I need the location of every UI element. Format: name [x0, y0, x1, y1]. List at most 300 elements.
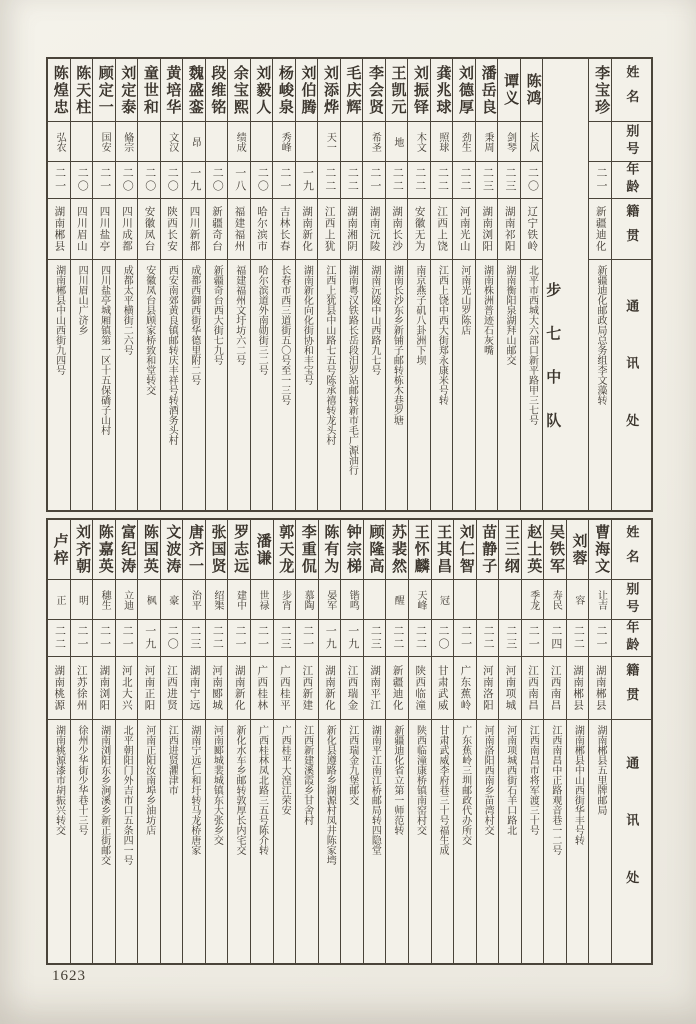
- roster-column: [205, 520, 228, 963]
- age-cell-text: 二二: [482, 625, 495, 651]
- age-cell: [206, 162, 228, 199]
- age-cell: [228, 162, 250, 199]
- address-cell-text: 新化县遵路乡湖源村凤井陈家塆: [324, 725, 336, 865]
- address-cell: [522, 720, 544, 963]
- native-place-cell-text: 广西桂平: [278, 665, 290, 711]
- age-cell: [364, 620, 386, 657]
- alias-cell: [138, 122, 160, 162]
- name-cell-text: 王怀麟: [412, 524, 429, 575]
- age-cell: [296, 162, 318, 199]
- section-label-column-text: 步七中队: [544, 281, 561, 456]
- alias-cell: [341, 122, 363, 162]
- name-cell-text: 陈鸿: [524, 73, 541, 107]
- name-cell-text: 刘蓉: [570, 532, 587, 567]
- address-cell: [228, 720, 250, 963]
- alias-cell-text: 绩成: [234, 131, 246, 152]
- age-cell: [363, 162, 385, 199]
- native-place-cell: [71, 199, 93, 260]
- alias-cell: [251, 580, 273, 620]
- age-cell: [273, 162, 295, 199]
- address-cell-text: 湖南衡阳泉湖拜山邮交: [503, 265, 515, 365]
- age-cell: [296, 620, 318, 657]
- age-cell: [432, 620, 454, 657]
- name-cell: [409, 520, 431, 580]
- native-place-cell-text: 湖南沅陵: [368, 206, 380, 252]
- address-cell: [341, 260, 363, 510]
- age-cell-text: 一九: [188, 167, 201, 193]
- name-cell-text: 刘定泰: [119, 64, 136, 116]
- age-cell: [183, 620, 205, 657]
- roster-column: [521, 520, 544, 963]
- age-cell-text: 二二: [413, 167, 426, 193]
- name-cell: [319, 520, 341, 580]
- name-cell-text: 刘振铎: [412, 64, 429, 116]
- alias-cell-text: 绍榘: [211, 589, 223, 610]
- age-cell-text: 二〇: [166, 625, 179, 651]
- alias-cell: [544, 580, 566, 620]
- name-cell-text: 杨峻泉: [276, 64, 293, 116]
- roster-column: [92, 59, 115, 510]
- age-cell: [206, 620, 228, 657]
- address-cell-text: 西安南郊黄良镇邮转庆丰祥号转酒务头村: [166, 265, 178, 445]
- address-cell: [183, 260, 205, 510]
- name-cell-text: 毛庆辉: [344, 64, 361, 116]
- age-cell: [116, 620, 138, 657]
- age-cell-text: 二三: [369, 625, 382, 651]
- native-place-cell: [589, 199, 611, 260]
- native-place-cell-text: 新疆奇台: [211, 206, 223, 252]
- alias-cell-text: 晏军: [324, 589, 336, 610]
- age-cell: [454, 620, 476, 657]
- address-cell-text: 河南项城西街石羊口路北: [504, 725, 516, 835]
- address-cell: [138, 720, 160, 963]
- name-cell: [477, 520, 499, 580]
- age-cell-text: 二〇: [143, 167, 156, 193]
- alias-cell-text: 治平: [189, 589, 201, 610]
- alias-cell-text: 寿民: [550, 589, 562, 610]
- age-cell: [589, 162, 611, 199]
- name-cell: [48, 59, 70, 122]
- name-cell-text: 刘齐朝: [74, 524, 91, 575]
- name-cell-text: 吴铁军: [547, 524, 564, 575]
- native-place-cell-text: 湖南长沙: [391, 206, 403, 252]
- native-place-cell: [522, 657, 544, 720]
- native-place-cell: [161, 199, 183, 260]
- alias-cell: [228, 122, 250, 162]
- header-age: [612, 620, 651, 657]
- age-cell-text: 二四: [549, 625, 562, 651]
- native-place-cell-text: 安徽无为: [413, 206, 425, 252]
- age-cell-text: 二一: [256, 625, 269, 651]
- native-place-cell-text: 新疆迪化: [391, 665, 403, 711]
- name-cell: [386, 520, 408, 580]
- address-cell: [318, 260, 340, 510]
- alias-cell: [296, 580, 318, 620]
- name-cell-text: 赵士英: [525, 524, 542, 575]
- name-cell: [453, 59, 475, 122]
- native-place-cell-text: 河南郾城: [211, 665, 223, 711]
- name-cell-text: 刘伯腾: [299, 64, 316, 116]
- name-cell-text: 曹海文: [593, 524, 610, 575]
- roster-column: [250, 520, 273, 963]
- age-cell-text: 一九: [143, 625, 156, 651]
- address-cell-text: 新疆迪化邮政局总务组李文藻转: [594, 265, 606, 405]
- roster-column: [363, 520, 386, 963]
- native-place-cell: [296, 199, 318, 260]
- roster-table-top: [46, 57, 653, 512]
- native-place-cell: [251, 657, 273, 720]
- address-cell: [116, 720, 138, 963]
- address-cell: [48, 720, 70, 963]
- native-place-cell-text: 河南项城: [504, 665, 516, 711]
- roster-column: [182, 59, 205, 510]
- native-place-cell-text: 湖南新化: [323, 665, 335, 711]
- address-cell-text: 徐州少华街少华巷十三号: [76, 725, 88, 835]
- alias-cell: [477, 580, 499, 620]
- address-cell-text: 安徽凤台县顾家桥致和堂转交: [143, 265, 155, 395]
- roster-column: [160, 59, 183, 510]
- native-place-cell: [228, 657, 250, 720]
- native-place-cell: [274, 657, 296, 720]
- native-place-cell: [454, 657, 476, 720]
- alias-cell-text: 建中: [234, 589, 246, 610]
- name-cell-text: 陈有为: [322, 524, 339, 575]
- name-cell-text: 陈国英: [141, 524, 158, 575]
- name-cell-text: 余宝熙: [231, 64, 248, 116]
- age-cell: [93, 620, 115, 657]
- age-cell: [251, 620, 273, 657]
- roster-column: [385, 520, 408, 963]
- alias-cell-text: 醒: [392, 594, 404, 605]
- address-cell: [273, 260, 295, 510]
- name-cell: [251, 520, 273, 580]
- alias-cell-text: 长风: [526, 131, 538, 152]
- native-place-cell-text: 四川成都: [120, 206, 132, 252]
- native-place-cell-text: 四川新都: [188, 206, 200, 252]
- native-place-cell: [138, 199, 160, 260]
- name-cell: [567, 520, 589, 580]
- age-cell: [138, 162, 160, 199]
- alias-cell: [116, 580, 138, 620]
- alias-cell-text: 秀峰: [279, 131, 291, 152]
- native-place-cell: [431, 199, 453, 260]
- native-place-cell-text: 湖南新化: [233, 665, 245, 711]
- age-cell-text: 一八: [233, 167, 246, 193]
- address-cell: [71, 260, 93, 510]
- name-cell-text: 刘德厚: [457, 64, 474, 116]
- age-cell: [116, 162, 138, 199]
- name-cell: [476, 59, 498, 122]
- native-place-cell: [498, 199, 520, 260]
- name-cell-text: 谭义: [502, 73, 519, 107]
- native-place-cell: [477, 657, 499, 720]
- native-place-cell: [363, 199, 385, 260]
- roster-column: [48, 520, 70, 963]
- roster-column: [408, 520, 431, 963]
- native-place-cell: [521, 199, 543, 260]
- name-cell: [589, 520, 611, 580]
- header-name: [612, 520, 651, 580]
- address-cell: [453, 260, 475, 510]
- address-cell: [93, 260, 115, 510]
- header-age: [612, 162, 651, 199]
- address-cell: [161, 720, 183, 963]
- address-cell-text: 湖南沅陵中山西路九七号: [368, 265, 380, 375]
- address-cell: [206, 260, 228, 510]
- roster-column: [340, 520, 363, 963]
- name-cell-text: 龚兆球: [434, 64, 451, 116]
- name-cell-text: 李宝珍: [593, 64, 610, 116]
- name-cell: [251, 59, 273, 122]
- name-cell-text: 陈嘉英: [96, 524, 113, 575]
- address-cell-text: 四川盐亭城厢镇第一区十五保礄子山村: [98, 265, 110, 435]
- name-cell-text: 王三纲: [502, 524, 519, 575]
- alias-cell: [409, 580, 431, 620]
- header-name: [612, 59, 651, 122]
- alias-cell: [138, 580, 160, 620]
- name-cell: [116, 59, 138, 122]
- address-cell-text: 湖南长沙东乡新铺子邮转栋木巷罗塘: [391, 265, 403, 425]
- native-place-cell-text: 湖南桃源: [53, 665, 65, 711]
- native-place-cell-text: 江西新建: [301, 665, 313, 711]
- alias-cell: [161, 580, 183, 620]
- age-cell: [476, 162, 498, 199]
- name-cell-text: 罗志远: [232, 524, 249, 575]
- address-cell: [274, 720, 296, 963]
- native-place-cell-text: 甘肃武威: [436, 665, 448, 711]
- name-cell-text: 富纪涛: [119, 524, 136, 575]
- native-place-cell: [386, 199, 408, 260]
- address-cell: [116, 260, 138, 510]
- alias-cell: [521, 122, 543, 162]
- roster-column: [227, 59, 250, 510]
- alias-cell: [408, 122, 430, 162]
- age-cell-text: 二三: [188, 625, 201, 651]
- address-cell-text: 江西上犹县中山路七五号陈承禧转龙头村: [323, 265, 335, 445]
- alias-cell-text: 正: [53, 594, 65, 605]
- header-address: [612, 720, 651, 963]
- alias-cell-text: 明: [76, 594, 88, 605]
- roster-column: [476, 520, 499, 963]
- native-place-cell: [589, 657, 611, 720]
- native-place-cell: [432, 657, 454, 720]
- name-cell: [206, 59, 228, 122]
- name-cell: [363, 59, 385, 122]
- roster-column: [588, 59, 611, 510]
- alias-cell-text: 天峰: [414, 589, 426, 610]
- alias-cell-text: 秉周: [481, 131, 493, 152]
- name-cell-text: 陈天柱: [74, 64, 91, 116]
- name-cell-text: 苗静子: [480, 524, 497, 575]
- age-cell-text: 二〇: [256, 167, 269, 193]
- alias-cell: [183, 580, 205, 620]
- address-cell-text: 广西桂林凤北路三五号陈介转: [256, 725, 268, 855]
- name-cell: [138, 59, 160, 122]
- address-cell: [206, 720, 228, 963]
- name-cell-text: 钟宗梯: [344, 524, 361, 575]
- address-cell-text: 江西上饶中西大街郑永康米号转: [436, 265, 448, 405]
- address-cell-text: 湖南株洲普迹石灰嘴: [481, 265, 493, 355]
- alias-cell: [48, 122, 70, 162]
- name-cell-text: 唐齐一: [186, 524, 203, 575]
- header-alias: [612, 122, 651, 162]
- native-place-cell: [567, 657, 589, 720]
- address-cell-text: 南京燕子矶八卦洲下坝: [413, 265, 425, 365]
- native-place-cell-text: 湖南浏阳: [481, 206, 493, 252]
- header-alias-text: 别号: [624, 123, 640, 160]
- name-cell-text: 卢梓: [51, 532, 68, 567]
- address-cell: [183, 720, 205, 963]
- alias-cell: [251, 122, 273, 162]
- alias-cell: [71, 580, 93, 620]
- roster-column: [70, 520, 93, 963]
- age-cell: [71, 620, 93, 657]
- alias-cell: [71, 122, 93, 162]
- native-place-cell-text: 河南光山: [458, 206, 470, 252]
- address-cell-text: 河南光山罗陈店: [458, 265, 470, 335]
- native-place-cell: [453, 199, 475, 260]
- roster-column: [498, 520, 521, 963]
- age-cell: [544, 620, 566, 657]
- name-cell: [161, 59, 183, 122]
- roster-column: [588, 520, 611, 963]
- alias-cell: [454, 580, 476, 620]
- roster-column: [453, 520, 476, 963]
- native-place-cell: [206, 657, 228, 720]
- native-place-cell-text: 陕西临潼: [414, 665, 426, 711]
- native-place-cell-text: 湖南湘阴: [346, 206, 358, 252]
- name-cell: [71, 59, 93, 122]
- native-place-cell: [183, 657, 205, 720]
- native-place-cell-text: 四川眉山: [75, 206, 87, 252]
- name-cell-text: 潘岳良: [479, 64, 496, 116]
- native-place-cell: [296, 657, 318, 720]
- alias-cell: [453, 122, 475, 162]
- alias-cell-text: 枫: [144, 594, 156, 605]
- name-cell: [499, 520, 521, 580]
- alias-cell-text: 冠: [437, 594, 449, 605]
- alias-cell: [386, 122, 408, 162]
- roster-column: [431, 520, 454, 963]
- age-cell-text: 二一: [76, 625, 89, 651]
- name-cell: [273, 59, 295, 122]
- roster-column: [92, 520, 115, 963]
- age-cell-text: 二一: [278, 167, 291, 193]
- address-cell: [364, 720, 386, 963]
- address-cell: [386, 260, 408, 510]
- header-address-text: 通讯处: [624, 299, 640, 471]
- address-cell: [138, 260, 160, 510]
- age-cell: [409, 620, 431, 657]
- native-place-cell-text: 湖南宁远: [188, 665, 200, 711]
- name-cell-text: 文波涛: [164, 524, 181, 575]
- native-place-cell: [48, 657, 70, 720]
- alias-cell: [431, 122, 453, 162]
- name-cell: [341, 520, 363, 580]
- native-place-cell: [48, 199, 70, 260]
- age-cell: [386, 620, 408, 657]
- name-cell: [544, 520, 566, 580]
- name-cell: [116, 520, 138, 580]
- native-place-cell-text: 哈尔滨市: [256, 206, 268, 252]
- native-place-cell-text: 陕西长安: [165, 206, 177, 252]
- address-cell: [341, 720, 363, 963]
- alias-cell: [183, 122, 205, 162]
- age-cell-text: 二〇: [166, 167, 179, 193]
- alias-cell: [432, 580, 454, 620]
- age-cell: [161, 162, 183, 199]
- address-cell-text: 湖南桃源漆市胡振兴转交: [53, 725, 65, 835]
- age-cell: [522, 620, 544, 657]
- roster-column: [566, 520, 589, 963]
- name-cell-text: 刘仁智: [457, 524, 474, 575]
- native-place-cell: [409, 657, 431, 720]
- name-cell-text: 刘添烨: [321, 64, 338, 116]
- address-cell: [228, 260, 250, 510]
- age-cell: [93, 162, 115, 199]
- roster-column: [227, 520, 250, 963]
- name-cell: [589, 59, 611, 122]
- address-cell: [71, 720, 93, 963]
- name-cell: [432, 520, 454, 580]
- name-cell: [296, 520, 318, 580]
- address-cell-text: 江西南昌中正路观音巷一二号: [549, 725, 561, 855]
- age-cell-text: 二二: [458, 167, 471, 193]
- age-cell-text: 二二: [346, 167, 359, 193]
- age-cell: [408, 162, 430, 199]
- age-cell-text: 二一: [121, 625, 134, 651]
- address-cell-text: 江西进贤灈津市: [166, 725, 178, 795]
- native-place-cell-text: 湖南祁阳: [503, 206, 515, 252]
- native-place-cell: [251, 199, 273, 260]
- name-cell-text: 王凯元: [389, 64, 406, 116]
- native-place-cell-text: 江西上饶: [436, 206, 448, 252]
- address-cell: [319, 720, 341, 963]
- age-cell-text: 二三: [279, 625, 292, 651]
- header-address: [612, 260, 651, 510]
- header-alias: [612, 580, 651, 620]
- address-cell-text: 成都太平横街二六号: [121, 265, 133, 355]
- header-age-text: 年龄: [624, 620, 640, 656]
- roster-column: [115, 520, 138, 963]
- age-cell-text: 二二: [391, 625, 404, 651]
- alias-cell: [364, 580, 386, 620]
- name-cell-text: 郭天龙: [277, 524, 294, 575]
- native-place-cell: [228, 199, 250, 260]
- age-cell: [498, 162, 520, 199]
- roster-column: [272, 59, 295, 510]
- alias-cell: [274, 580, 296, 620]
- roster-column: [160, 520, 183, 963]
- age-cell: [589, 620, 611, 657]
- age-cell: [386, 162, 408, 199]
- native-place-cell: [544, 657, 566, 720]
- roster-table-bottom: [46, 518, 653, 965]
- native-place-cell-text: 湖南浏阳: [98, 665, 110, 711]
- age-cell-text: 二二: [436, 167, 449, 193]
- header-name-text: 姓名: [624, 65, 640, 115]
- alias-cell-text: 木文: [414, 131, 426, 152]
- age-cell-text: 二一: [368, 167, 381, 193]
- alias-cell-text: 劲生: [459, 131, 471, 152]
- age-cell-text: 二二: [391, 167, 404, 193]
- alias-cell-text: 天一: [324, 131, 336, 152]
- native-place-cell: [408, 199, 430, 260]
- alias-cell: [161, 122, 183, 162]
- address-cell: [544, 720, 566, 963]
- name-cell: [521, 59, 543, 122]
- header-age-text: 年龄: [624, 162, 640, 198]
